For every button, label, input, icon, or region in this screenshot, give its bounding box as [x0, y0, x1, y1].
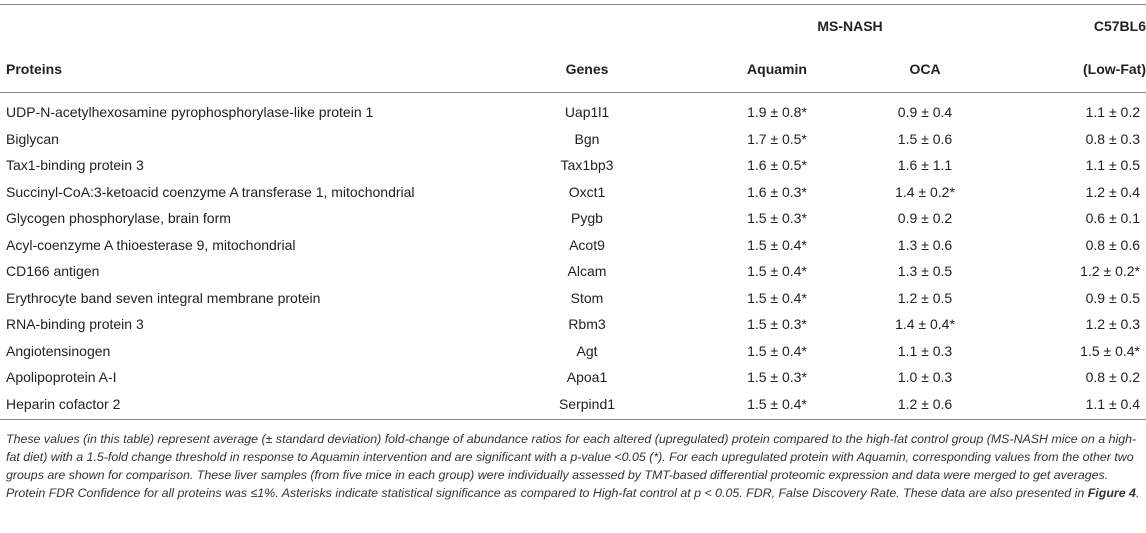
protein-cell: Biglycan: [6, 130, 59, 147]
table-row: [0, 285, 1146, 312]
column-header-aquamin: Aquamin: [747, 61, 807, 77]
column-header-oca: OCA: [909, 61, 941, 77]
column-header-genes: Genes: [565, 61, 609, 77]
figure-reference-link[interactable]: Figure 4: [1087, 486, 1136, 500]
oca-cell: 1.4 ± 0.4*: [895, 316, 955, 332]
gene-cell: Tax1bp3: [560, 157, 614, 173]
low-fat-cell: 1.1 ± 0.5: [1085, 157, 1140, 173]
protein-cell: Erythrocyte band seven integral membrane protein: [6, 289, 321, 306]
oca-cell: 1.0 ± 0.3: [897, 369, 953, 385]
table-row: [0, 152, 1146, 179]
gene-cell: Stom: [570, 289, 604, 306]
oca-cell: 1.4 ± 0.2*: [895, 183, 955, 200]
table-row: [0, 391, 1146, 418]
oca-cell: 1.3 ± 0.6: [897, 236, 953, 253]
gene-cell: Rbm3: [568, 316, 606, 332]
table-row: [0, 311, 1146, 338]
column-header-low-fat: (Low-Fat): [1083, 61, 1146, 77]
table-footnote: [6, 430, 1140, 502]
aquamin-cell: 1.5 ± 0.3*: [747, 210, 807, 226]
oca-cell: 1.6 ± 1.1: [897, 157, 953, 173]
table-body: [0, 99, 1146, 417]
top-rule: [0, 4, 1146, 5]
oca-cell: 1.1 ± 0.3: [897, 342, 953, 359]
gene-cell: Uap1l1: [564, 104, 610, 120]
aquamin-cell: 1.5 ± 0.3*: [747, 369, 807, 385]
oca-cell: 1.2 ± 0.6: [897, 395, 953, 412]
group-header-ms-nash: MS-NASH: [817, 18, 883, 34]
protein-cell: RNA-binding protein 3: [6, 316, 144, 332]
aquamin-cell: 1.5 ± 0.4*: [747, 342, 807, 359]
aquamin-cell: 1.6 ± 0.3*: [747, 183, 807, 200]
protein-cell: Tax1-binding protein 3: [6, 157, 144, 173]
gene-cell: Bgn: [574, 130, 600, 147]
table-row: [0, 179, 1146, 206]
footnote-text: These values (in this table) represent average (± standard deviation) fold-change of abundance ratios for each altered (upregulated) protein compared to the high-fat control group (MS-NASH mice on a high-fat diet) with a 1.5-fold change threshold in response to Aquamin intervention and are significant with a p-value <0.05 (*). For each upregulated protein with Aquamin, corresponding values from the other two groups are shown for comparison. These liver samples (from five mice in each group) were individually assessed by TMT-based differential proteomic expression and data were merged to get averages. Protein FDR Confidence for all proteins was ≤1%. Asterisks indicate statistical significance as compared to High-fat control at p < 0.05. FDR, False Discovery Rate. These data are also presented in: [6, 432, 1137, 500]
protein-cell: Glycogen phosphorylase, brain form: [6, 210, 231, 226]
gene-cell: Agt: [576, 342, 598, 359]
bottom-rule: [0, 419, 1146, 420]
aquamin-cell: 1.9 ± 0.8*: [747, 104, 807, 120]
protein-cell: CD166 antigen: [6, 263, 100, 279]
gene-cell: Pygb: [571, 210, 603, 226]
low-fat-cell: 0.9 ± 0.5: [1085, 289, 1140, 306]
low-fat-cell: 0.8 ± 0.6: [1085, 236, 1140, 253]
protein-cell: Acyl-coenzyme A thioesterase 9, mitochondrial: [6, 236, 296, 253]
header-rule: [0, 92, 1146, 93]
oca-cell: 0.9 ± 0.2: [897, 210, 953, 226]
gene-cell: Alcam: [567, 263, 607, 279]
protein-cell: UDP-N-acetylhexosamine pyrophosphorylase-like protein 1: [6, 104, 374, 120]
low-fat-cell: 1.1 ± 0.4: [1085, 395, 1140, 412]
aquamin-cell: 1.5 ± 0.3*: [747, 316, 807, 332]
oca-cell: 1.5 ± 0.6: [897, 130, 953, 147]
gene-cell: Apoa1: [566, 369, 608, 385]
table-row: [0, 99, 1146, 126]
aquamin-cell: 1.7 ± 0.5*: [747, 130, 807, 147]
gene-cell: Oxct1: [568, 183, 606, 200]
table-row: [0, 126, 1146, 153]
aquamin-cell: 1.5 ± 0.4*: [747, 236, 807, 253]
footnote-end: .: [1135, 486, 1140, 500]
aquamin-cell: 1.5 ± 0.4*: [747, 263, 807, 279]
low-fat-cell: 0.8 ± 0.2: [1085, 369, 1140, 385]
table-row: [0, 338, 1146, 365]
gene-cell: Serpind1: [558, 395, 616, 412]
oca-cell: 1.2 ± 0.5: [897, 289, 953, 306]
protein-cell: Heparin cofactor 2: [6, 395, 121, 412]
low-fat-cell: 1.2 ± 0.3: [1085, 316, 1140, 332]
low-fat-cell: 1.1 ± 0.2: [1085, 104, 1140, 120]
column-header-proteins: Proteins: [6, 61, 63, 77]
table-row: [0, 232, 1146, 259]
aquamin-cell: 1.5 ± 0.4*: [747, 395, 807, 412]
table-row: [0, 364, 1146, 391]
oca-cell: 1.3 ± 0.5: [897, 263, 953, 279]
low-fat-cell: 0.6 ± 0.1: [1085, 210, 1140, 226]
gene-cell: Acot9: [569, 236, 605, 253]
oca-cell: 0.9 ± 0.4: [897, 104, 953, 120]
table-row: [0, 205, 1146, 232]
protein-cell: Apolipoprotein A-I: [6, 369, 117, 385]
low-fat-cell: 0.8 ± 0.3: [1085, 130, 1140, 147]
protein-cell: Succinyl-CoA:3-ketoacid coenzyme A transferase 1, mitochondrial: [6, 183, 415, 200]
low-fat-cell: 1.2 ± 0.4: [1085, 183, 1140, 200]
low-fat-cell: 1.5 ± 0.4*: [1080, 342, 1140, 359]
protein-cell: Angiotensinogen: [6, 342, 111, 359]
low-fat-cell: 1.2 ± 0.2*: [1080, 263, 1140, 279]
table-row: [0, 258, 1146, 285]
aquamin-cell: 1.6 ± 0.5*: [747, 157, 807, 173]
group-header-c57bl6: C57BL6: [1093, 18, 1146, 34]
aquamin-cell: 1.5 ± 0.4*: [747, 289, 807, 306]
